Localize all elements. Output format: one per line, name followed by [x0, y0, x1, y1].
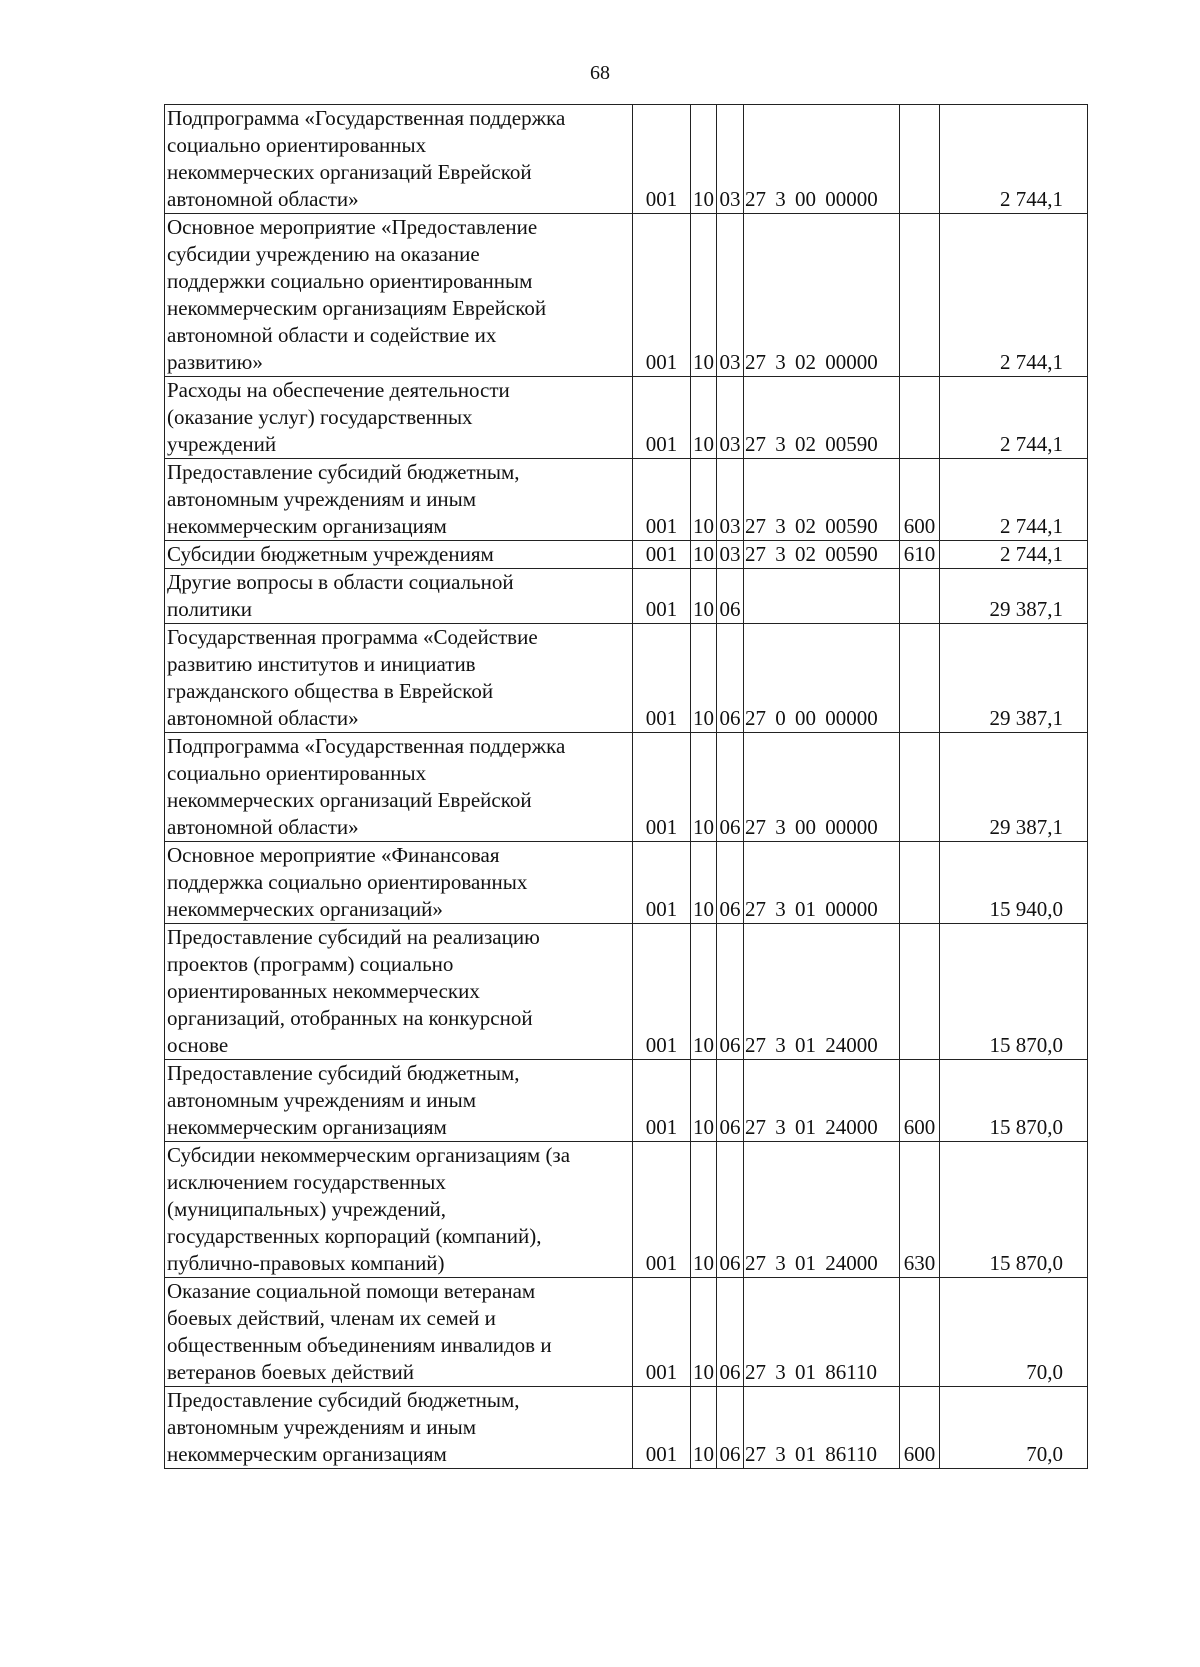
- row-name: Субсидии некоммерческим организациям (за исключением государственных (муниципальных) учреждений, государственных корпораций (компаний), публично-правовых компаний): [165, 1142, 633, 1278]
- section-code: 10: [691, 842, 717, 924]
- table-row: [165, 569, 1088, 624]
- target-article-code: 27 3 01 86110: [744, 1278, 900, 1387]
- amount: 29 387,1: [940, 733, 1088, 842]
- budget-table: [164, 104, 1088, 1469]
- page-number: 68: [590, 62, 610, 84]
- table-row: [165, 459, 1088, 541]
- row-name: Расходы на обеспечение деятельности (оказание услуг) государственных учреждений: [165, 377, 633, 459]
- section-code: 10: [691, 624, 717, 733]
- row-name: Предоставление субсидий на реализацию проектов (программ) социально ориентированных некоммерческих организаций, отобранных на конкурсной основе: [165, 924, 633, 1060]
- section-code: 10: [691, 459, 717, 541]
- section-code: 10: [691, 1387, 717, 1469]
- table-row: [165, 1060, 1088, 1142]
- section-code: 10: [691, 105, 717, 214]
- row-name: Основное мероприятие «Финансовая поддержка социально ориентированных некоммерческих организаций»: [165, 842, 633, 924]
- subsection-code: 03: [717, 541, 744, 569]
- amount: 2 744,1: [940, 214, 1088, 377]
- subsection-code: 06: [717, 924, 744, 1060]
- target-article-code: [744, 569, 900, 624]
- expense-type-code: [900, 569, 940, 624]
- ved-code: 001: [633, 214, 691, 377]
- row-name: Предоставление субсидий бюджетным, автономным учреждениям и иным некоммерческим организациям: [165, 1060, 633, 1142]
- expense-type-code: 600: [900, 1060, 940, 1142]
- subsection-code: 06: [717, 842, 744, 924]
- section-code: 10: [691, 733, 717, 842]
- expense-type-code: [900, 924, 940, 1060]
- ved-code: 001: [633, 924, 691, 1060]
- subsection-code: 03: [717, 105, 744, 214]
- ved-code: 001: [633, 1278, 691, 1387]
- target-article-code: 27 3 01 00000: [744, 842, 900, 924]
- section-code: 10: [691, 541, 717, 569]
- row-name: Оказание социальной помощи ветеранам боевых действий, членам их семей и общественным объединениям инвалидов и ветеранов боевых действий: [165, 1278, 633, 1387]
- subsection-code: 06: [717, 733, 744, 842]
- target-article-code: 27 3 01 24000: [744, 1060, 900, 1142]
- ved-code: 001: [633, 541, 691, 569]
- expense-type-code: [900, 1278, 940, 1387]
- amount: 70,0: [940, 1278, 1088, 1387]
- row-name: Основное мероприятие «Предоставление субсидии учреждению на оказание поддержки социально ориентированным некоммерческим организациям Еврейской автономной области и содействие их развитию»: [165, 214, 633, 377]
- ved-code: 001: [633, 733, 691, 842]
- target-article-code: 27 3 00 00000: [744, 733, 900, 842]
- expense-type-code: [900, 624, 940, 733]
- row-name: Субсидии бюджетным учреждениям: [165, 541, 633, 569]
- amount: 29 387,1: [940, 624, 1088, 733]
- table-row: [165, 105, 1088, 214]
- table-row: [165, 1142, 1088, 1278]
- row-name: Подпрограмма «Государственная поддержка социально ориентированных некоммерческих организаций Еврейской автономной области»: [165, 105, 633, 214]
- target-article-code: 27 3 02 00590: [744, 377, 900, 459]
- subsection-code: 03: [717, 214, 744, 377]
- target-article-code: 27 3 02 00590: [744, 541, 900, 569]
- subsection-code: 06: [717, 1142, 744, 1278]
- amount: 29 387,1: [940, 569, 1088, 624]
- table-row: [165, 924, 1088, 1060]
- ved-code: 001: [633, 459, 691, 541]
- amount: 15 870,0: [940, 1142, 1088, 1278]
- expense-type-code: 600: [900, 1387, 940, 1469]
- ved-code: 001: [633, 569, 691, 624]
- subsection-code: 03: [717, 377, 744, 459]
- ved-code: 001: [633, 105, 691, 214]
- expense-type-code: 630: [900, 1142, 940, 1278]
- amount: 15 870,0: [940, 924, 1088, 1060]
- amount: 2 744,1: [940, 541, 1088, 569]
- table-row: [165, 842, 1088, 924]
- expense-type-code: [900, 733, 940, 842]
- section-code: 10: [691, 1142, 717, 1278]
- amount: 2 744,1: [940, 377, 1088, 459]
- amount: 70,0: [940, 1387, 1088, 1469]
- table-row: [165, 1278, 1088, 1387]
- section-code: 10: [691, 1278, 717, 1387]
- target-article-code: 27 3 01 86110: [744, 1387, 900, 1469]
- ved-code: 001: [633, 1060, 691, 1142]
- table-row: [165, 733, 1088, 842]
- target-article-code: 27 3 02 00590: [744, 459, 900, 541]
- subsection-code: 06: [717, 624, 744, 733]
- section-code: 10: [691, 924, 717, 1060]
- row-name: Другие вопросы в области социальной политики: [165, 569, 633, 624]
- subsection-code: 06: [717, 569, 744, 624]
- section-code: 10: [691, 1060, 717, 1142]
- subsection-code: 06: [717, 1387, 744, 1469]
- row-name: Предоставление субсидий бюджетным, автономным учреждениям и иным некоммерческим организациям: [165, 459, 633, 541]
- expense-type-code: 600: [900, 459, 940, 541]
- row-name: Подпрограмма «Государственная поддержка социально ориентированных некоммерческих организаций Еврейской автономной области»: [165, 733, 633, 842]
- expense-type-code: [900, 842, 940, 924]
- expense-type-code: [900, 105, 940, 214]
- table-row: [165, 624, 1088, 733]
- ved-code: 001: [633, 377, 691, 459]
- target-article-code: 27 0 00 00000: [744, 624, 900, 733]
- ved-code: 001: [633, 1387, 691, 1469]
- amount: 15 870,0: [940, 1060, 1088, 1142]
- ved-code: 001: [633, 1142, 691, 1278]
- subsection-code: 06: [717, 1278, 744, 1387]
- target-article-code: 27 3 02 00000: [744, 214, 900, 377]
- section-code: 10: [691, 214, 717, 377]
- budget-table-body: [165, 105, 1088, 1469]
- amount: 2 744,1: [940, 459, 1088, 541]
- section-code: 10: [691, 377, 717, 459]
- target-article-code: 27 3 00 00000: [744, 105, 900, 214]
- section-code: 10: [691, 569, 717, 624]
- expense-type-code: [900, 377, 940, 459]
- expense-type-code: [900, 214, 940, 377]
- ved-code: 001: [633, 842, 691, 924]
- amount: 2 744,1: [940, 105, 1088, 214]
- expense-type-code: 610: [900, 541, 940, 569]
- target-article-code: 27 3 01 24000: [744, 924, 900, 1060]
- subsection-code: 03: [717, 459, 744, 541]
- subsection-code: 06: [717, 1060, 744, 1142]
- ved-code: 001: [633, 624, 691, 733]
- amount: 15 940,0: [940, 842, 1088, 924]
- table-row: [165, 541, 1088, 569]
- table-row: [165, 214, 1088, 377]
- row-name: Предоставление субсидий бюджетным, автономным учреждениям и иным некоммерческим организациям: [165, 1387, 633, 1469]
- target-article-code: 27 3 01 24000: [744, 1142, 900, 1278]
- table-row: [165, 1387, 1088, 1469]
- row-name: Государственная программа «Содействие развитию институтов и инициатив гражданского общества в Еврейской автономной области»: [165, 624, 633, 733]
- table-row: [165, 377, 1088, 459]
